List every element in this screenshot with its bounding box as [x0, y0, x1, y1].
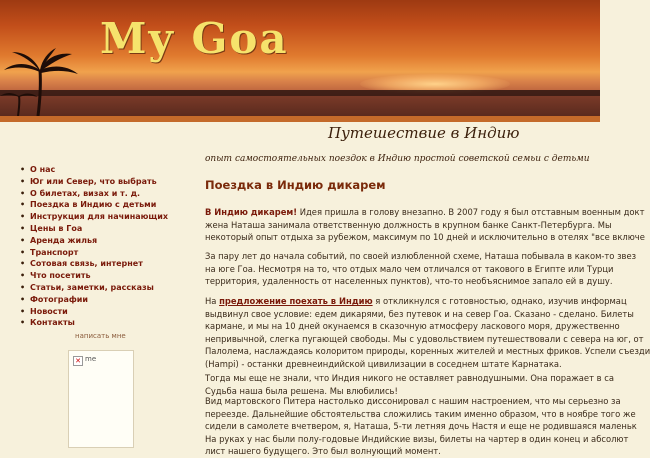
lead-text: В Индию дикарем!: [205, 207, 298, 217]
palm-tree-icon: [0, 40, 90, 116]
page-subtitle: опыт самостоятельных поездок в Индию простой советской семьи с детьми: [205, 154, 590, 164]
bullet-icon: •: [20, 306, 26, 316]
sidebar-item-mobile-internet[interactable]: • Сотовая связь, интернет: [20, 259, 143, 269]
bullet-icon: •: [20, 318, 26, 328]
sidebar-item-housing-rent[interactable]: • Аренда жилья: [20, 235, 98, 245]
write-me-link[interactable]: написать мне: [75, 332, 126, 340]
bullet-icon: •: [20, 176, 26, 186]
logo[interactable]: My Goa: [100, 14, 289, 63]
paragraph-line: непривычной, слегка пугающей свободы. Мы с удовольствием путешествовали с севера на юг, от: [205, 333, 644, 344]
sidebar-item-trip-with-kids[interactable]: • Поездка в Индию с детьми: [20, 200, 157, 210]
paragraph-line: Вид мартовского Питера настолько диссонировал с нашим настроением, что мы серьезно за: [205, 396, 621, 406]
sidebar-item-contacts[interactable]: • Контакты: [20, 318, 75, 328]
paragraph-line: (Hampi) - останки древнеиндийской цивилизации в соседнем штате Карнатака.: [205, 358, 562, 369]
sidebar-item-news[interactable]: • Новости: [20, 306, 68, 316]
paragraph-line: В Индию дикарем! Идея пришла в голову внезапно. В 2007 году я был отставным военным докт: [205, 207, 645, 217]
bullet-icon: •: [20, 165, 26, 174]
bullet-icon: •: [20, 200, 26, 210]
paragraph-5: [205, 395, 637, 458]
page-title: Путешествие в Индию: [328, 124, 520, 142]
bullet-icon: •: [20, 259, 26, 269]
header-divider: [0, 116, 600, 122]
paragraph-line: сидели в самолете вчетвером, я, Наташа, 5-ти летняя дочь Настя и еще не родившаяся маленьк: [205, 421, 637, 431]
paragraph-line: территория, удаленность от населенных пунктов), что-то необъяснимое запало ей в душу.: [205, 276, 613, 286]
sidebar-item-what-to-visit[interactable]: • Что посетить: [20, 271, 91, 281]
paragraph-line: На предложение поехать в Индию я откликнулся с готовностью, однако, изучив информац: [205, 296, 627, 306]
sidebar-item-south-or-north[interactable]: • Юг или Север, что выбрать: [20, 176, 157, 186]
paragraph-line: кармане, и мы на 10 дней окунаемся в сказочную атмосферу ласкового моря, дружественно: [205, 321, 620, 331]
bullet-icon: •: [20, 235, 26, 245]
bullet-icon: •: [20, 282, 26, 292]
paragraph-line: некоторый опыт отдыха за рубежом, максимум по 10 дней и исключительно в отелях "все включе: [205, 232, 645, 242]
paragraph-line: переезде. Дальнейшие обстоятельства сложились таким именно образом, что в ноябре того же: [205, 408, 636, 419]
paragraph-line: на юге Гоа. Несмотря на то, что отдых мало чем отличался от такового в Египте или Турци: [205, 263, 614, 274]
broken-image-icon: ✕: [73, 356, 83, 366]
paragraph-4: [205, 372, 614, 397]
paragraph-line: лист нашего будущего. Это был волнующий момент.: [205, 446, 441, 456]
widget-label: me: [85, 355, 97, 363]
paragraph-line: За пару лет до начала событий, по своей излюбленной схеме, Наташа побывала в каком-то звез: [205, 251, 637, 261]
sidebar-item-tickets-visas[interactable]: • О билетах, визах и т. д.: [20, 188, 141, 198]
sidebar-item-photos[interactable]: • Фотографии: [20, 294, 89, 304]
sidebar-item-articles[interactable]: • Статьи, заметки, рассказы: [20, 282, 154, 292]
paragraph-3: [205, 295, 650, 370]
paragraph-line: Тогда мы еще не знали, что Индия никого не оставляет равнодушными. Она поражает в са: [205, 373, 614, 383]
trip-proposal-link[interactable]: предложение поехать в Индию: [219, 296, 373, 306]
sea: [0, 96, 600, 116]
paragraph-line: жена Наташа занимала ответственную должность в крупном банке Санкт-Петербурга. Мы: [205, 219, 612, 230]
bullet-icon: •: [20, 247, 26, 257]
article-heading: Поездка в Индию дикарем: [205, 178, 386, 192]
sidebar-item-transport[interactable]: • Транспорт: [20, 247, 79, 257]
bullet-icon: •: [20, 223, 26, 233]
paragraph-line: Палолема, наслаждаясь колоритом природы, коренных жителей и местных фриков. Успели съезди: [205, 346, 650, 356]
bullet-icon: •: [20, 212, 26, 222]
bullet-icon: •: [20, 188, 26, 198]
article-header: [205, 178, 600, 192]
sidebar-nav: [20, 164, 190, 329]
contact-widget[interactable]: [68, 350, 134, 448]
paragraph-line: Судьба наша была решена. Мы влюбились!: [205, 385, 398, 396]
paragraph-2: [205, 250, 637, 288]
paragraph-1: [205, 206, 645, 244]
sidebar-item-prices[interactable]: • Цены в Гоа: [20, 223, 83, 233]
sidebar-item-beginners-guide[interactable]: • Инструкция для начинающих: [20, 212, 169, 222]
bullet-icon: •: [20, 294, 26, 304]
bullet-icon: •: [20, 271, 26, 281]
sidebar-item-about[interactable]: • О нас: [20, 165, 56, 174]
paragraph-line: На руках у нас были полу-годовые Индийские визы, билеты на чартер в один конец и абсолют: [205, 433, 629, 444]
header-banner: [0, 0, 600, 116]
paragraph-line: выдвинул свое условие: едем дикарями, без путевок и на север Гоа. Сказано - сделано. Билеты: [205, 308, 634, 319]
